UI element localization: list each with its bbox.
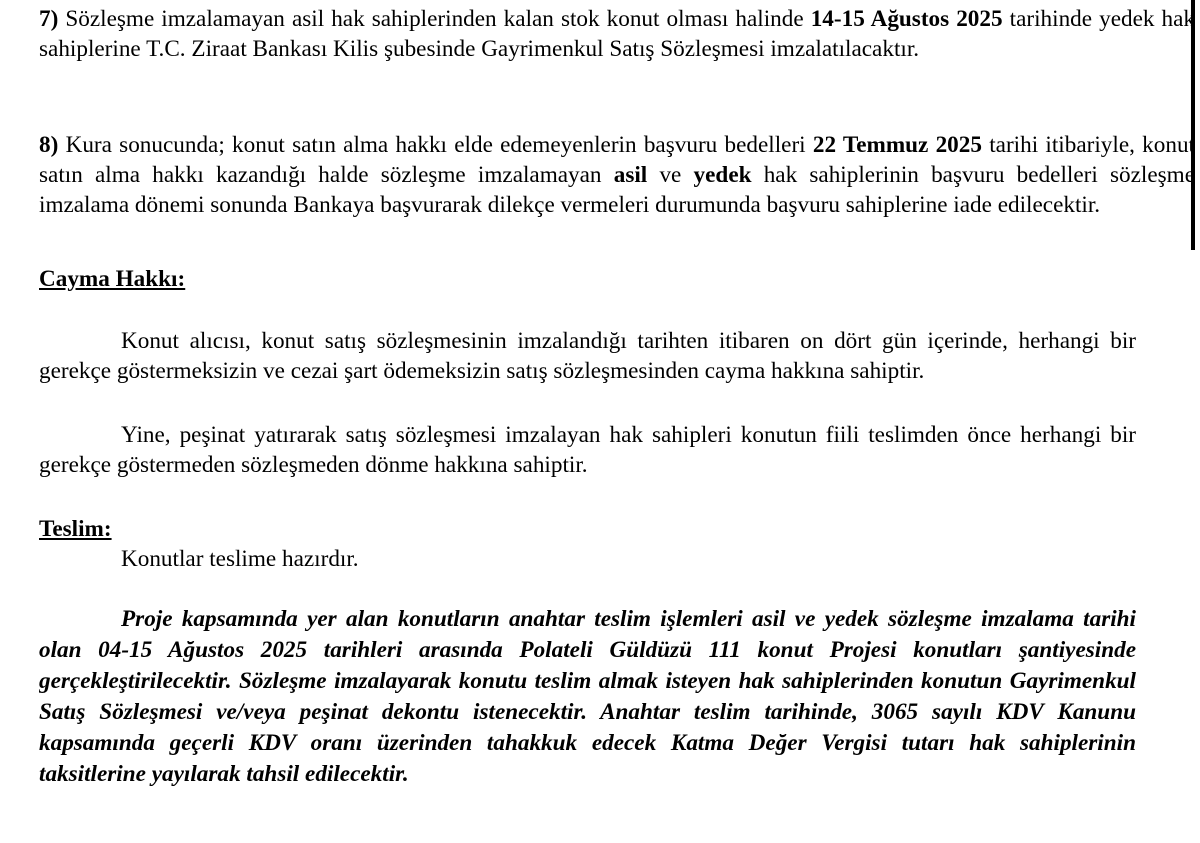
teslim-heading: Teslim:	[39, 516, 112, 542]
teslim-paragraph-2: Proje kapsamında yer alan konutların anahtar teslim işlemleri asil ve yedek sözleşme imzalama tarihi olan 04-15 Ağustos 2025 tarihleri arasında Polateli Güldüzü 111 konut Projesi konutları şantiyesinde gerçekleştirilecektir. Sözleşme imzalayarak konutu teslim almak isteyen hak sahiplerinden konutun Gayrimenkul Satış Sözleşmesi ve/veya peşinat dekontu istenecektir. Anahtar teslim tarihinde, 3065 sayılı KDV Kanunu kapsamında geçerli KDV oranı üzerinden tahakkuk edecek Katma Değer Vergisi tutarı hak sahiplerinin taksitlerine yayılarak tahsil edilecektir.	[39, 606, 1136, 787]
cayma-paragraph-1: Konut alıcısı, konut satış sözleşmesinin imzalandığı tarihten itibaren on dört gün içerinde, herhangi bir gerekçe göstermeksizin ve cezai şart ödemeksizin satış sözleşmesinden cayma hakkına sahiptir.	[39, 328, 1136, 384]
item-7-text-a: Sözleşme imzalamayan asil hak sahiplerinden kalan stok konut olması halinde	[58, 6, 811, 32]
item-8-text-d: hak sahiplerinin başvuru bedelleri sözleşme imzalama dönemi sonunda Bankaya başvurarak dilekçe vermeleri durumunda başvuru sahiplerine iade edilecektir.	[39, 162, 1195, 218]
item-8-text-a: Kura sonucunda; konut satın alma hakkı elde edemeyenlerin başvuru bedelleri	[58, 132, 813, 158]
item-8-yedek: yedek	[693, 162, 752, 188]
item-7-date: 14-15 Ağustos 2025	[810, 6, 1003, 32]
item-8-asil: asil	[613, 162, 648, 188]
cayma-paragraph-2: Yine, peşinat yatırarak satış sözleşmesi imzalayan hak sahipleri konutun fiili teslimden önce herhangi bir gerekçe göstermeden sözleşmeden dönme hakkına sahiptir.	[39, 422, 1136, 478]
item-8-text-c: ve	[647, 162, 694, 188]
item-7-number: 7)	[39, 6, 59, 32]
item-8-text-b: tarihi itibariyle, konut satın alma hakkı kazandığı halde sözleşme imzalamayan	[39, 132, 1195, 188]
item-7-text-b: tarihinde yedek hak sahiplerine T.C. Ziraat Bankası Kilis şubesinde Gayrimenkul Satış Sözleşmesi imzalatılacaktır.	[39, 6, 1195, 62]
item-8-number: 8)	[39, 132, 59, 158]
cayma-heading: Cayma Hakkı:	[39, 266, 186, 292]
item-8-paragraph	[39, 130, 1195, 220]
document-page	[39, 0, 1195, 843]
item-8-date: 22 Temmuz 2025	[812, 132, 982, 158]
item-7-paragraph	[39, 4, 1195, 64]
teslim-paragraph-1: Konutlar teslime hazırdır.	[121, 546, 359, 572]
